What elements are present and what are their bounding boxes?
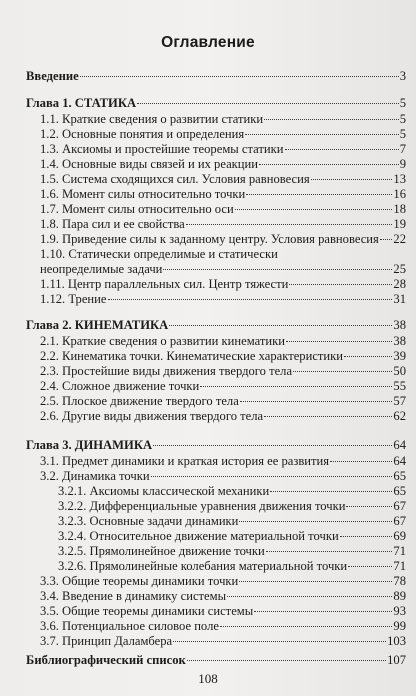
toc-page-number: 28 bbox=[393, 277, 406, 291]
dot-leader bbox=[330, 461, 392, 462]
toc-chapter-title: Глава 1. СТАТИКА bbox=[26, 96, 137, 110]
dot-leader bbox=[285, 149, 399, 150]
toc-page-number: 57 bbox=[393, 394, 406, 408]
toc-entry-text: Введение bbox=[26, 69, 79, 83]
toc-page-number: 5 bbox=[399, 96, 406, 110]
toc-page-number: 31 bbox=[393, 292, 406, 306]
toc-page-number: 13 bbox=[393, 172, 406, 186]
dot-leader bbox=[344, 356, 392, 357]
toc-page-number: 3 bbox=[399, 69, 406, 83]
toc-page-number: 5 bbox=[399, 127, 406, 141]
dot-leader bbox=[380, 239, 393, 240]
toc-chapter-1 bbox=[26, 96, 406, 111]
toc-entry-text: 1.3. Аксиомы и простейшие теоремы статики bbox=[40, 142, 284, 156]
toc-entry-text: 2.3. Простейшие виды движения твердого тела bbox=[40, 364, 293, 378]
toc-page-number: 71 bbox=[393, 559, 406, 573]
toc-page-number: 99 bbox=[393, 619, 406, 633]
toc-entry-text: 2.6. Другие виды движения твердого тела bbox=[40, 409, 264, 423]
toc-entry bbox=[40, 454, 406, 469]
toc-entry-text: 2.1. Краткие сведения о развитии кинематики bbox=[40, 334, 285, 348]
toc-entry bbox=[40, 589, 406, 604]
toc-page-number: 7 bbox=[399, 142, 406, 156]
dot-leader bbox=[293, 371, 392, 372]
dot-leader bbox=[245, 134, 399, 135]
toc-chapter-title: Глава 2. КИНЕМАТИКА bbox=[26, 318, 169, 332]
toc-page-number: 65 bbox=[393, 469, 406, 483]
dot-leader bbox=[246, 194, 392, 195]
toc-entry bbox=[40, 634, 406, 649]
toc-entry-text: 3.5. Общие теоремы динамики системы bbox=[40, 604, 254, 618]
toc-entry bbox=[40, 217, 406, 232]
toc-entry bbox=[40, 349, 406, 364]
toc-entry bbox=[40, 232, 406, 247]
toc-entry bbox=[40, 112, 406, 127]
page-title: Оглавление bbox=[161, 34, 255, 51]
toc-entry-text: 1.1. Краткие сведения о развитии статики bbox=[40, 112, 264, 126]
toc-entry bbox=[40, 157, 406, 172]
toc-entry-text: Библиографический список bbox=[26, 653, 186, 667]
dot-leader bbox=[80, 76, 399, 77]
toc-page-number: 78 bbox=[393, 574, 406, 588]
toc-page-number: 71 bbox=[393, 544, 406, 558]
toc-entry-text: 1.8. Пара сил и ее свойства bbox=[40, 217, 185, 231]
toc-entry-text: 3.3. Общие теоремы динамики точки bbox=[40, 574, 239, 588]
toc-entry-text: 3.2.3. Основные задачи динамики bbox=[58, 514, 239, 528]
toc-page-number: 93 bbox=[393, 604, 406, 618]
toc-page-number: 19 bbox=[393, 217, 406, 231]
toc-entry-text: 2.2. Кинематика точки. Кинематические характеристики bbox=[40, 349, 344, 363]
toc-entry bbox=[40, 409, 406, 424]
toc-entry-text-continuation: неопределимые задачи bbox=[40, 262, 163, 276]
dot-leader bbox=[235, 209, 393, 210]
dot-leader bbox=[340, 536, 393, 537]
toc-page-number: 107 bbox=[387, 653, 406, 667]
toc-entry bbox=[58, 544, 406, 559]
toc-entry-text: 3.1. Предмет динамики и краткая история ее развития bbox=[40, 454, 330, 468]
toc-entry-text: 3.2.1. Аксиомы классической механики bbox=[58, 484, 270, 498]
toc-entry-text: 3.2.2. Дифференциальные уравнения движения точки bbox=[58, 499, 346, 513]
toc-entry-intro bbox=[26, 69, 406, 84]
toc-entry-text: 1.10. Статически определимые и статически bbox=[40, 247, 278, 261]
toc-entry-text: 1.9. Приведение силы к заданному центру. Условия равновесия bbox=[40, 232, 379, 246]
toc-page-number: 103 bbox=[387, 634, 406, 648]
toc-entry bbox=[58, 499, 406, 514]
toc-entry bbox=[40, 292, 406, 307]
page-folio: 108 bbox=[198, 671, 218, 686]
toc-page-number: 64 bbox=[393, 454, 406, 468]
toc-entry-text: 1.6. Момент силы относительно точки bbox=[40, 187, 246, 201]
dot-leader bbox=[200, 386, 392, 387]
toc-page-number: 16 bbox=[393, 187, 406, 201]
dot-leader bbox=[187, 660, 386, 661]
toc-entry bbox=[40, 277, 406, 292]
dot-leader bbox=[186, 224, 393, 225]
toc-page-number: 38 bbox=[393, 318, 406, 332]
dot-leader bbox=[169, 325, 392, 326]
toc-chapter-2 bbox=[26, 318, 406, 333]
toc-entry-text: 3.2. Динамика точки bbox=[40, 469, 150, 483]
toc-entry bbox=[40, 364, 406, 379]
toc-entry-text: 1.4. Основные виды связей и их реакции bbox=[40, 157, 259, 171]
toc-page-number: 50 bbox=[393, 364, 406, 378]
toc-page-number: 67 bbox=[393, 514, 406, 528]
dot-leader bbox=[264, 119, 399, 120]
toc-page-number: 38 bbox=[393, 334, 406, 348]
toc-entry bbox=[40, 127, 406, 142]
toc-page-number: 89 bbox=[393, 589, 406, 603]
toc-entry bbox=[40, 334, 406, 349]
toc-page-number: 62 bbox=[393, 409, 406, 423]
dot-leader bbox=[311, 179, 393, 180]
dot-leader bbox=[108, 299, 393, 300]
dot-leader bbox=[266, 551, 393, 552]
toc-entry bbox=[58, 529, 406, 544]
toc-entry-bibliography bbox=[26, 653, 406, 668]
toc-page-number: 39 bbox=[393, 349, 406, 363]
dot-leader bbox=[220, 626, 392, 627]
toc-entry-text: 2.5. Плоское движение твердого тела bbox=[40, 394, 239, 408]
toc-entry bbox=[40, 262, 406, 277]
dot-leader bbox=[173, 641, 386, 642]
toc-entry-text: 1.12. Трение bbox=[40, 292, 107, 306]
toc-entry-text: 3.6. Потенциальное силовое поле bbox=[40, 619, 219, 633]
toc-entry-text: 3.7. Принцип Даламбера bbox=[40, 634, 173, 648]
toc-entry bbox=[40, 379, 406, 394]
toc-entry bbox=[58, 514, 406, 529]
toc-page-number: 18 bbox=[393, 202, 406, 216]
toc-entry-text: 1.2. Основные понятия и определения bbox=[40, 127, 245, 141]
toc-entry-text: 3.2.6. Прямолинейные колебания материальной точки bbox=[58, 559, 348, 573]
dot-leader bbox=[348, 566, 392, 567]
toc-entry bbox=[40, 619, 406, 634]
dot-leader bbox=[240, 401, 393, 402]
toc-entry bbox=[40, 187, 406, 202]
dot-leader bbox=[346, 506, 392, 507]
toc-page-number: 64 bbox=[393, 438, 406, 452]
toc-page-number: 9 bbox=[399, 157, 406, 171]
toc-entry-text: 1.5. Система сходящихся сил. Условия равновесия bbox=[40, 172, 310, 186]
dot-leader bbox=[286, 341, 392, 342]
toc-entry-text: 1.7. Момент силы относительно оси bbox=[40, 202, 234, 216]
dot-leader bbox=[254, 611, 392, 612]
dot-leader bbox=[153, 445, 392, 446]
toc-chapter-title: Глава 3. ДИНАМИКА bbox=[26, 438, 153, 452]
toc-chapter-3 bbox=[26, 438, 406, 453]
dot-leader bbox=[227, 596, 392, 597]
toc-entry bbox=[40, 142, 406, 157]
dot-leader bbox=[270, 491, 392, 492]
toc-page-number: 25 bbox=[393, 262, 406, 276]
toc-entry bbox=[40, 604, 406, 619]
toc-entry bbox=[58, 484, 406, 499]
toc-page-number: 5 bbox=[399, 112, 406, 126]
toc-page-number: 69 bbox=[393, 529, 406, 543]
toc-page-number: 55 bbox=[393, 379, 406, 393]
dot-leader bbox=[151, 476, 393, 477]
dot-leader bbox=[239, 581, 392, 582]
toc-entry bbox=[58, 559, 406, 574]
toc-entry bbox=[40, 172, 406, 187]
dot-leader bbox=[264, 416, 392, 417]
toc-entry bbox=[40, 394, 406, 409]
dot-leader bbox=[239, 521, 392, 522]
toc-entry-text: 1.11. Центр параллельных сил. Центр тяжести bbox=[40, 277, 289, 291]
toc-entry-text: 3.2.5. Прямолинейное движение точки bbox=[58, 544, 265, 558]
toc-entry bbox=[40, 469, 406, 484]
toc-page-number: 22 bbox=[393, 232, 406, 246]
toc-page-number: 65 bbox=[393, 484, 406, 498]
toc-entry-text: 2.4. Сложное движение точки bbox=[40, 379, 200, 393]
toc-entry bbox=[40, 574, 406, 589]
toc-page-number: 67 bbox=[393, 499, 406, 513]
dot-leader bbox=[137, 103, 399, 104]
dot-leader bbox=[163, 269, 392, 270]
toc-entry bbox=[40, 202, 406, 217]
toc-entry-text: 3.4. Введение в динамику системы bbox=[40, 589, 227, 603]
dot-leader bbox=[259, 164, 399, 165]
toc-entry-text: 3.2.4. Относительное движение материальной точки bbox=[58, 529, 339, 543]
dot-leader bbox=[289, 284, 392, 285]
